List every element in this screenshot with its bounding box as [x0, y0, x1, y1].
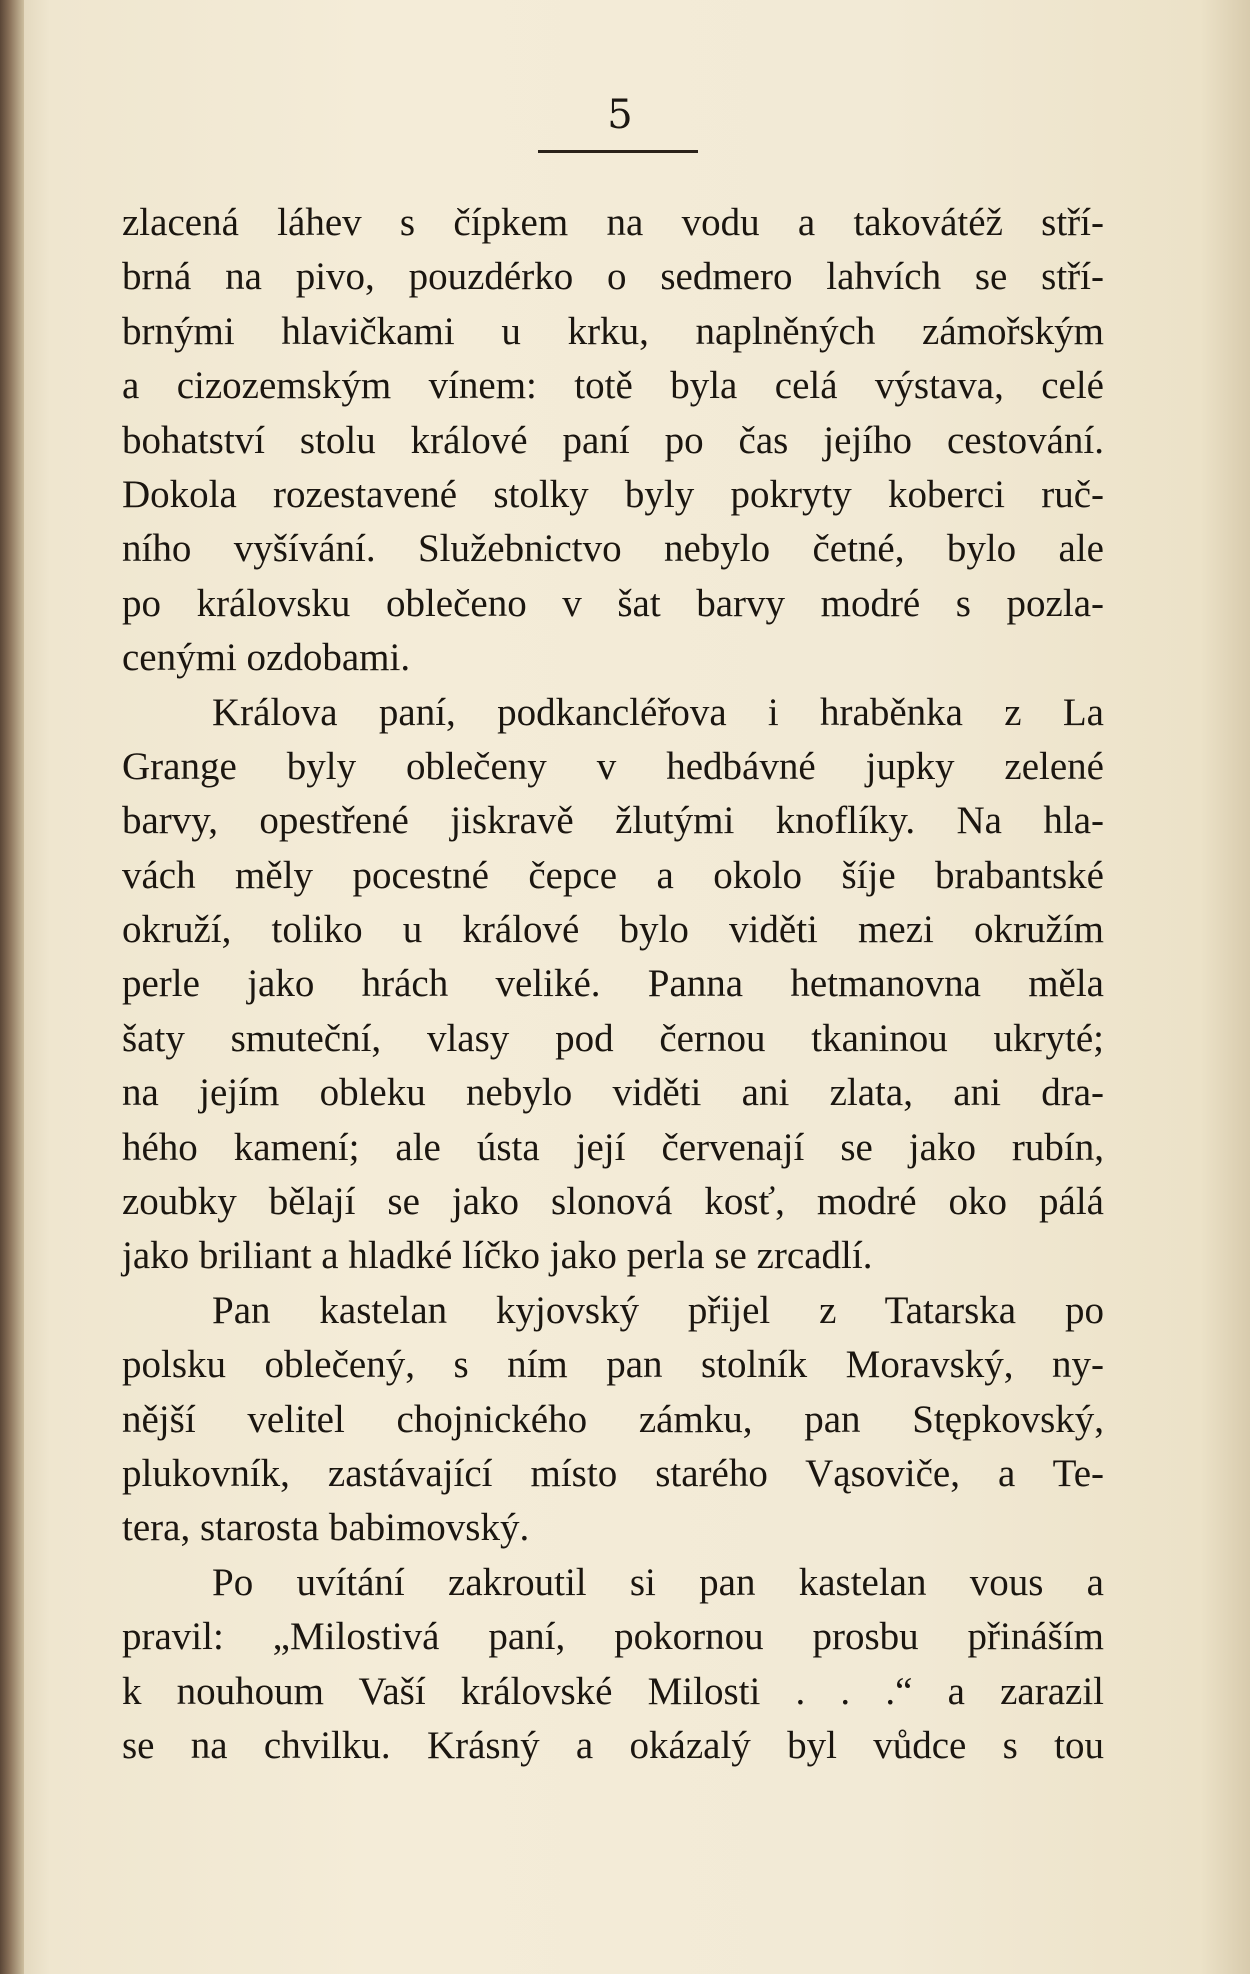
text-line: k nouhoum Vaší královské Milosti . . .“ a zarazil [122, 1669, 1104, 1713]
page-binding-edge [0, 0, 24, 1974]
text-line: barvy, opestřené jiskravě žlutými knoflíky. Na hla- [122, 799, 1104, 843]
text-line: brnými hlavičkami u krku, naplněných zámořským [122, 309, 1104, 353]
text-line: brná na pivo, pouzdérko o sedmero lahvích se stří- [122, 255, 1104, 299]
text-line: polsku oblečený, s ním pan stolník Moravský, ny- [122, 1343, 1104, 1387]
body-text [122, 196, 1104, 1773]
text-line: se na chvilku. Krásný a okázalý byl vůdce s tou [122, 1723, 1104, 1767]
text-line: pravil: „Milostivá paní, pokornou prosbu přináším [122, 1615, 1104, 1659]
page-number-rule [538, 150, 698, 153]
text-line: a cizozemským vínem: totě byla celá výstava, celé [122, 364, 1104, 408]
text-line: bohatství stolu králové paní po čas jejího cestování. [122, 418, 1104, 462]
text-line: Králova paní, podkancléřova i hraběnka z La [212, 690, 1104, 734]
text-line: Dokola rozestavené stolky byly pokryty koberci ruč- [122, 472, 1104, 516]
text-line: po královsku oblečeno v šat barvy modré s pozla- [122, 581, 1104, 625]
text-line: hého kamení; ale ústa její červenají se jako rubín, [122, 1125, 1104, 1169]
text-line: okruží, toliko u králové bylo viděti mezi okružím [122, 908, 1104, 952]
text-line: vách měly pocestné čepce a okolo šíje brabantské [122, 853, 1104, 897]
text-line: perle jako hrách veliké. Panna hetmanovna měla [122, 962, 1104, 1006]
text-line: jako briliant a hladké líčko jako perla se zrcadlí. [122, 1234, 873, 1278]
text-line: Pan kastelan kyjovský přijel z Tatarska po [212, 1288, 1104, 1332]
text-line: na jejím obleku nebylo viděti ani zlata, ani dra- [122, 1071, 1104, 1115]
text-line: ního vyšívání. Služebnictvo nebylo četné, bylo ale [122, 527, 1104, 571]
text-line: Po uvítání zakroutil si pan kastelan vous a [212, 1560, 1104, 1604]
page-number: 5 [607, 92, 633, 138]
text-line: tera, starosta babimovský. [122, 1506, 530, 1550]
text-line: cenými ozdobami. [122, 636, 411, 680]
text-line: Grange byly oblečeny v hedbávné jupky zelené [122, 744, 1104, 788]
text-line: šaty smuteční, vlasy pod černou tkaninou ukryté; [122, 1016, 1104, 1060]
text-line: plukovník, zastávající místo starého Vąsoviče, a Te- [122, 1451, 1104, 1495]
text-line: nější velitel chojnického zámku, pan Stępkovský, [122, 1397, 1104, 1441]
text-line: zoubky bělají se jako slonová kosť, modré oko pálá [122, 1180, 1104, 1224]
text-line: zlacená láhev s čípkem na vodu a takovátéž stří- [122, 201, 1104, 244]
